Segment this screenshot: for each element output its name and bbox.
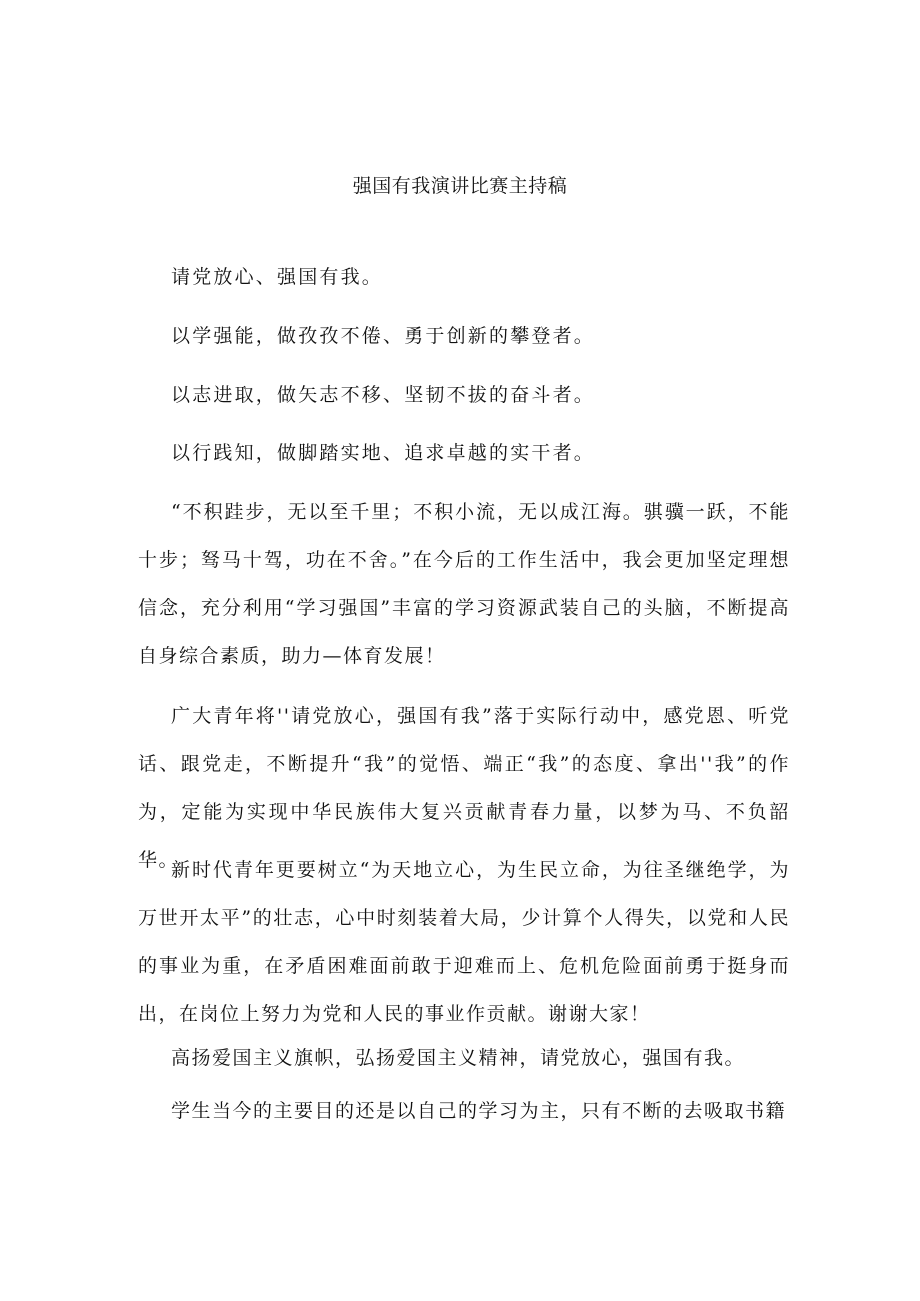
document-title: 强国有我演讲比赛主持稿 — [352, 175, 568, 197]
body-paragraph: 新时代青年更要树立“为天地立心，为生民立命，为往圣继绝学，为万世开太平”的壮志，心中时刻装着大局，少计算个人得失，以党和人民的事业为重，在矛盾困难面前敢于迎难而上、危机危险面前勇于挺身而出，在岗位上努力为党和人民的事业作贡献。谢谢大家！ — [138, 859, 790, 1025]
body-paragraph: 广大青年将''请党放心，强国有我”落于实际行动中，感党恩、听党话、跟党走，不断提升“我”的觉悟、端正“我”的态度、拿出''我”的作为，定能为实现中华民族伟大复兴贡献青春力量，以梦为马、不负韶华。 — [138, 705, 790, 871]
slogan-line: 以志进取，做矢志不移、坚韧不拔的奋斗者。 — [171, 384, 596, 406]
slogan-line: 以行践知，做脚踏实地、追求卓越的实干者。 — [171, 442, 596, 464]
body-paragraph: 学生当今的主要目的还是以自己的学习为主，只有不断的去吸取书籍 — [171, 1100, 787, 1122]
body-paragraph: “不积跬步，无以至千里；不积小流，无以成江海。骐骥一跃，不能十步；驽马十驾，功在不舍。”在今后的工作生活中，我会更加坚定理想信念，充分利用“学习强国”丰富的学习资源武装自己的头脑，不断提高自身综合素质，助力—体育发展！ — [138, 501, 790, 667]
slogan-line: 以学强能，做孜孜不倦、勇于创新的攀登者。 — [171, 325, 596, 347]
body-paragraph: 高扬爱国主义旗帜，弘扬爱国主义精神，请党放心，强国有我。 — [171, 1047, 746, 1069]
slogan-line: 请党放心、强国有我。 — [171, 266, 384, 288]
